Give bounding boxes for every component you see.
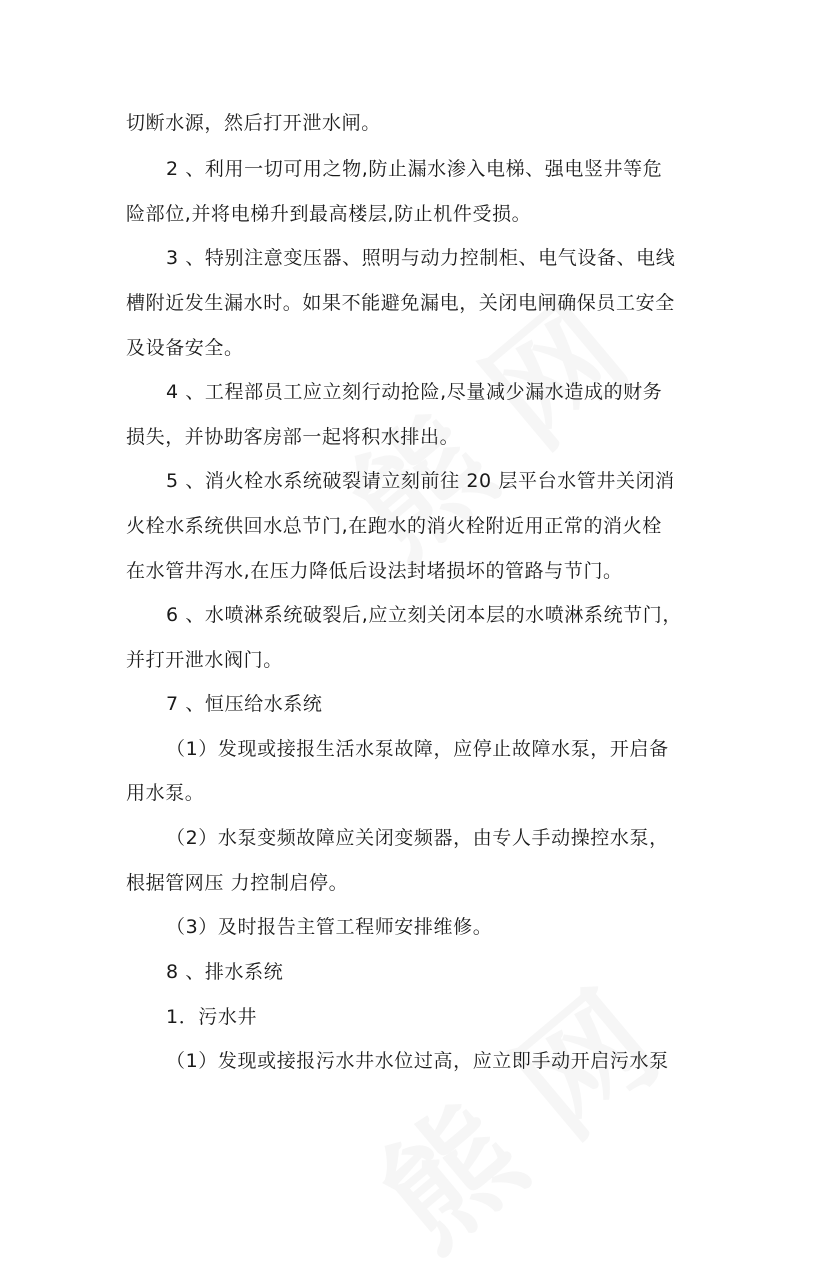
text-line: 用水泵。	[126, 782, 205, 804]
text-line: 5 、消火栓水系统破裂请立刻前往 20 层平台水管井关闭消	[166, 470, 675, 492]
text-line: （1）发现或接报污水井水位过高，应立即手动开启污水泵	[166, 1050, 669, 1072]
text-line: 6 、水喷淋系统破裂后,应立刻关闭本层的水喷淋系统节门，	[166, 604, 682, 626]
text-line: 1．污水井	[166, 1006, 258, 1028]
text-line: （3）及时报告主管工程师安排维修。	[166, 916, 493, 938]
text-line: 损失，并协助客房部一起将积水排出。	[126, 426, 460, 448]
text-line: 8 、排水系统	[166, 961, 284, 983]
text-line: 险部位,并将电梯升到最高楼层,防止机件受损。	[126, 203, 532, 225]
text-line: 及设备安全。	[126, 337, 244, 359]
text-line: （1）发现或接报生活水泵故障，应停止故障水泵，开启备	[166, 738, 669, 760]
text-line: 槽附近发生漏水时。如果不能避免漏电，关闭电闸确保员工安全	[126, 292, 675, 314]
text-line: 3 、特别注意变压器、照明与动力控制柜、电气设备、电线	[166, 247, 676, 269]
text-line: 2 、利用一切可用之物,防止漏水渗入电梯、强电竖井等危	[166, 158, 663, 180]
text-line: 火栓水系统供回水总节门,在跑水的消火栓附近用正常的消火栓	[126, 515, 662, 537]
watermark	[336, 944, 690, 1283]
text-line: 7 、恒压给水系统	[166, 693, 323, 715]
text-line: 并打开泄水阀门。	[126, 649, 283, 671]
text-line: 4 、工程部员工应立刻行动抢险,尽量减少漏水造成的财务	[166, 381, 663, 403]
text-line: 根据管网压 力控制启停。	[126, 872, 349, 894]
text-line: （2）水泵变频故障应关闭变频器，由专人手动操控水泵，	[166, 827, 669, 849]
text-line: 在水管井泻水,在压力降低后设法封堵损坏的管路与节门。	[126, 560, 623, 582]
text-line: 切断水源，然后打开泄水闸。	[126, 112, 381, 134]
